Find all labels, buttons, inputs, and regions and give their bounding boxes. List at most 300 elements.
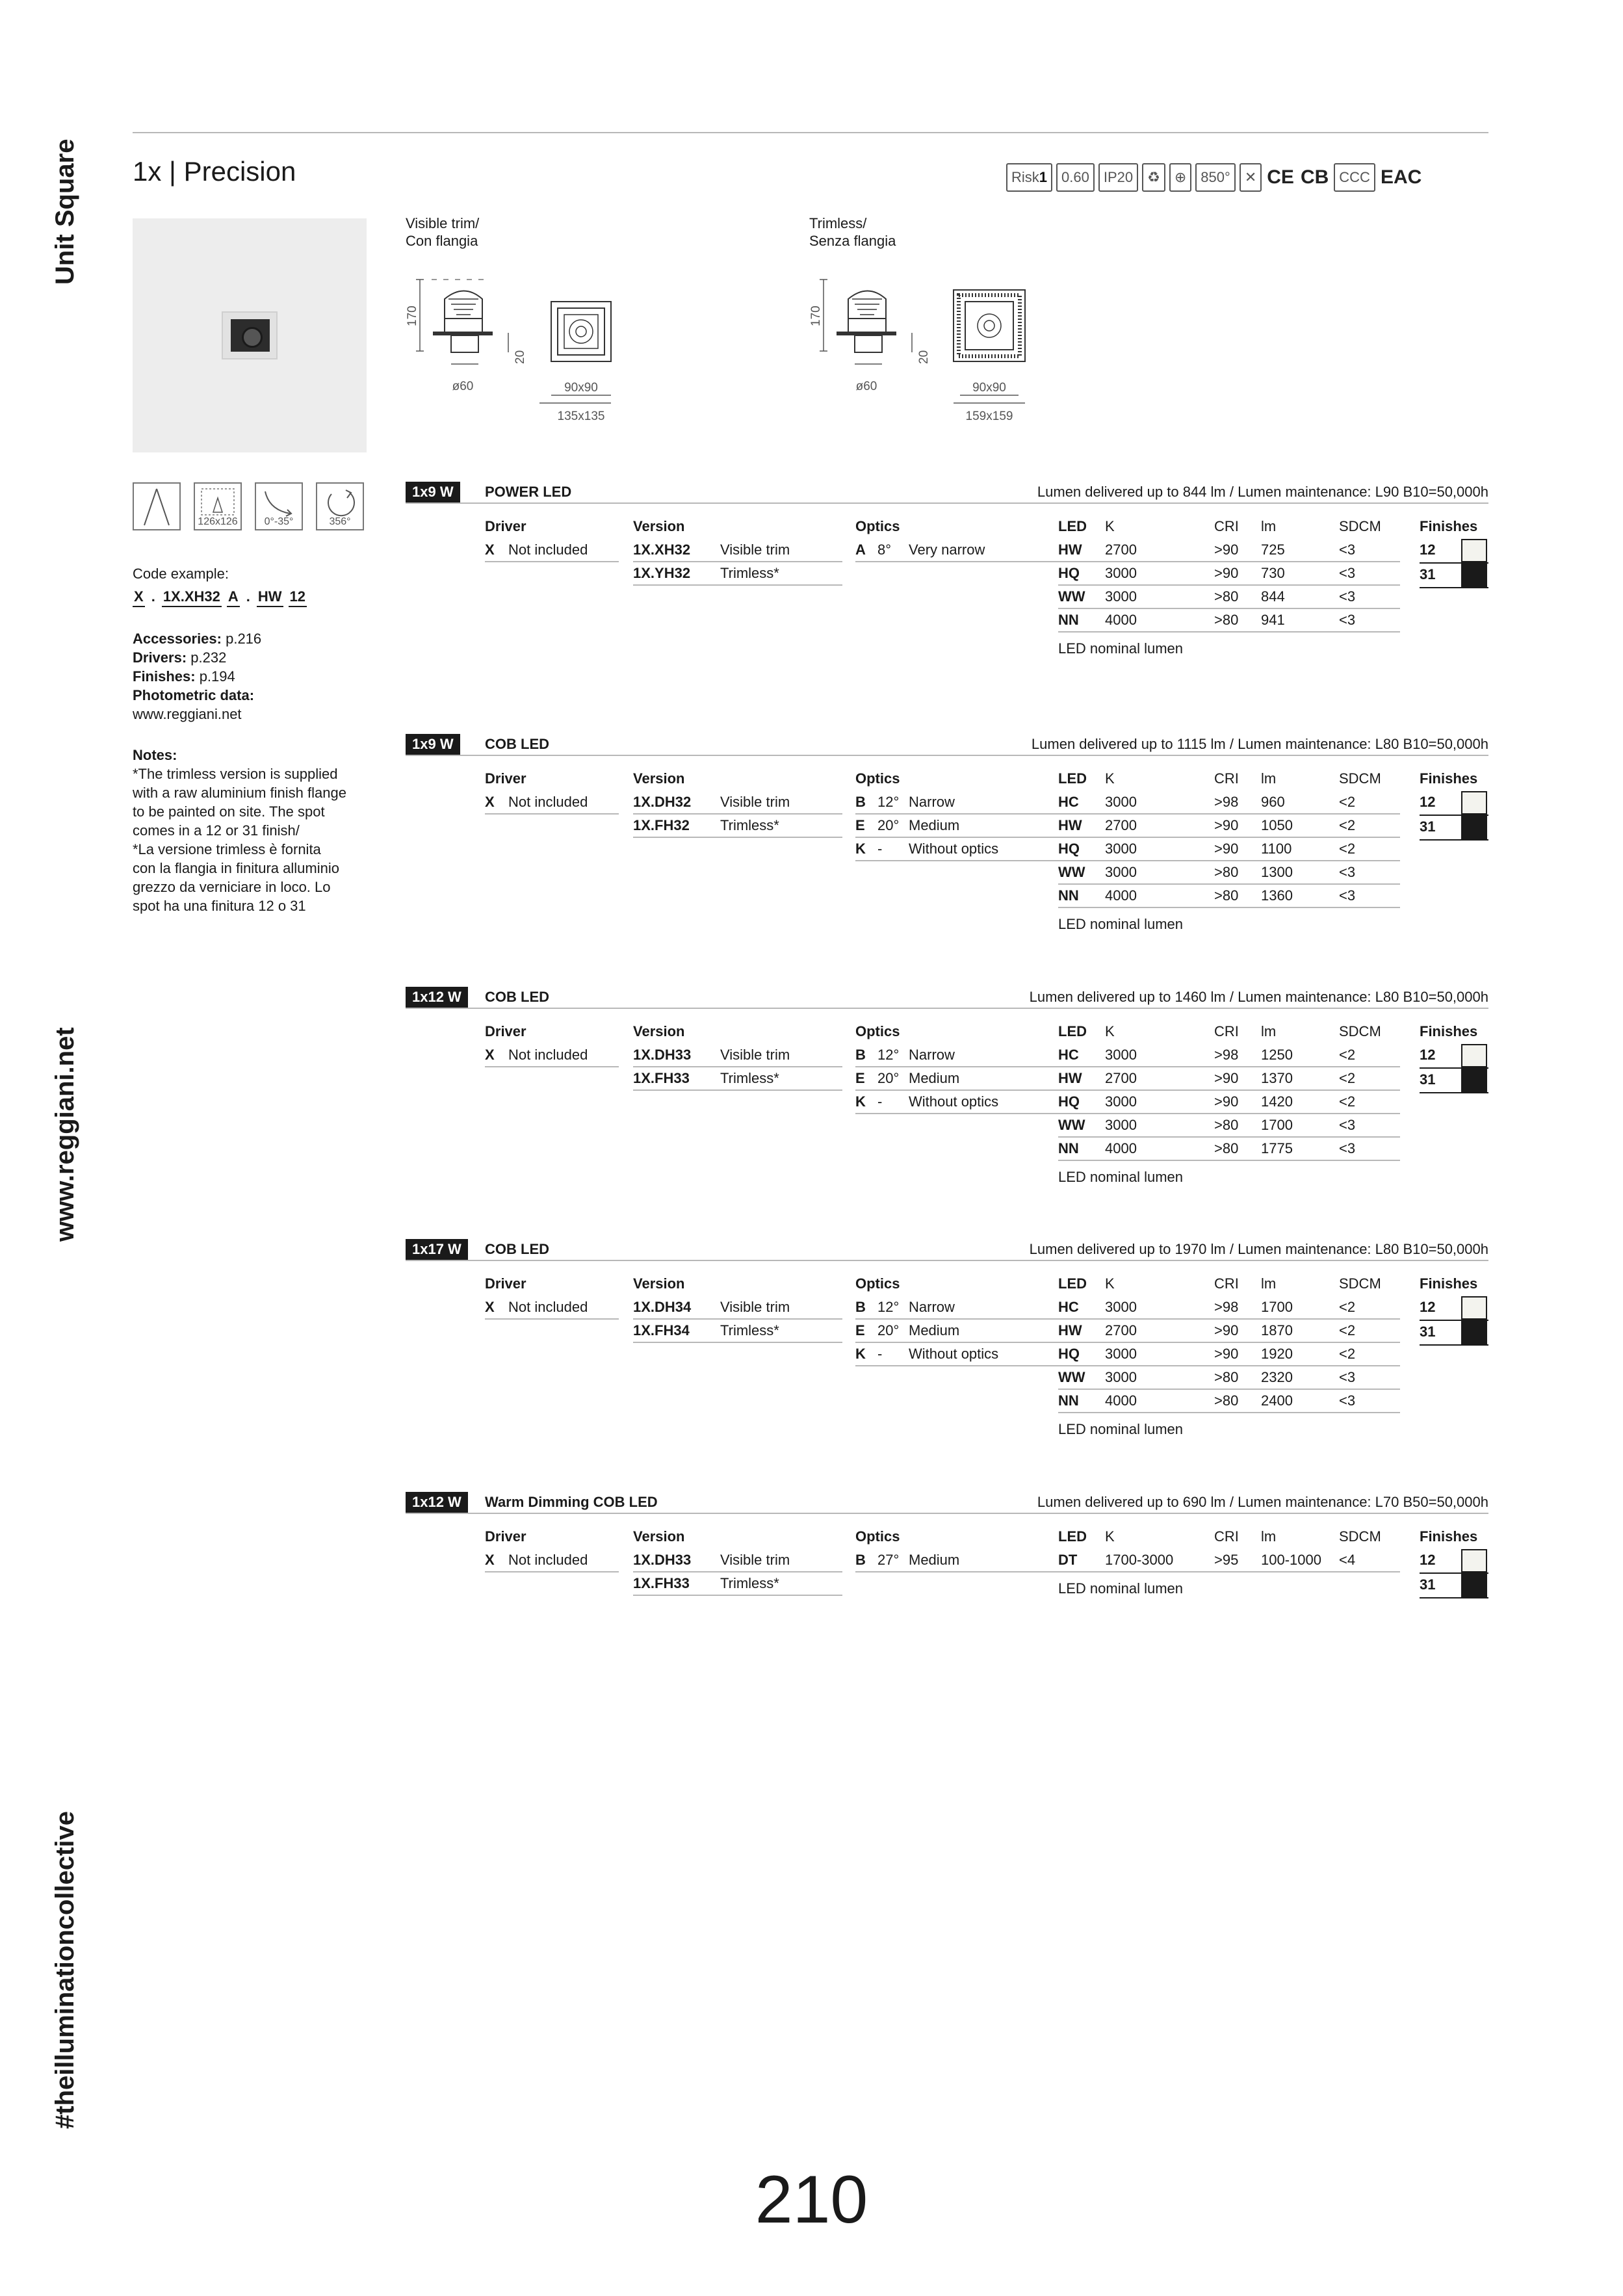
led-header-sdcm: SDCM bbox=[1339, 1275, 1381, 1292]
driver-text: Not included bbox=[508, 541, 588, 558]
side-label-hashtag: #theilluminationcollective bbox=[51, 1810, 79, 2129]
optics-column bbox=[855, 1524, 1061, 1572]
version-code: 1X.FH33 bbox=[633, 1070, 690, 1086]
finishes-column bbox=[1420, 766, 1488, 841]
optics-column bbox=[855, 1019, 1061, 1114]
led-header-sdcm: SDCM bbox=[1339, 770, 1381, 787]
driver-header: Driver bbox=[485, 1528, 526, 1545]
led-header-code: LED bbox=[1058, 1023, 1087, 1039]
optics-row bbox=[855, 1296, 1061, 1320]
finish-code: 31 bbox=[1420, 1071, 1436, 1088]
optics-code: B bbox=[855, 1047, 866, 1063]
led-row bbox=[1058, 1343, 1400, 1366]
driver-header: Driver bbox=[485, 770, 526, 787]
driver-header: Driver bbox=[485, 1023, 526, 1039]
led-sdcm: <2 bbox=[1339, 1093, 1356, 1110]
finish-code: 12 bbox=[1420, 1299, 1436, 1315]
led-code: NN bbox=[1058, 612, 1079, 628]
finish-swatch bbox=[1461, 1574, 1487, 1597]
led-lm: 1250 bbox=[1261, 1047, 1293, 1063]
led-sdcm: <3 bbox=[1339, 565, 1356, 581]
led-lm: 1700 bbox=[1261, 1117, 1293, 1133]
driver-code: X bbox=[485, 1552, 495, 1568]
led-k: 1700-3000 bbox=[1105, 1552, 1174, 1568]
cert-icon-7: CE bbox=[1267, 166, 1294, 188]
led-code: HQ bbox=[1058, 841, 1080, 857]
led-lm: 1300 bbox=[1261, 864, 1293, 880]
finishes-column bbox=[1420, 1272, 1488, 1346]
finish-row bbox=[1420, 1321, 1488, 1346]
led-row bbox=[1058, 1549, 1400, 1572]
led-cri: >90 bbox=[1214, 1322, 1239, 1338]
led-sdcm: <2 bbox=[1339, 794, 1356, 810]
driver-header: Driver bbox=[485, 518, 526, 534]
optics-text: Medium bbox=[909, 817, 960, 833]
product-block bbox=[406, 1239, 1488, 1454]
version-header: Version bbox=[633, 1275, 685, 1292]
drawing-visible-label: Visible trim/ Con flangia bbox=[406, 215, 480, 249]
led-row bbox=[1058, 1091, 1400, 1114]
finish-row bbox=[1420, 564, 1488, 588]
led-header-lm: lm bbox=[1261, 518, 1277, 534]
optics-angle: 27° bbox=[877, 1552, 900, 1568]
led-lm: 941 bbox=[1261, 612, 1285, 628]
lumen-info: Lumen delivered up to 690 lm / Lumen maintenance: L70 B50=50,000h bbox=[1037, 1494, 1488, 1510]
led-k: 3000 bbox=[1105, 1346, 1137, 1362]
led-row bbox=[1058, 838, 1400, 861]
notes: Notes: *The trimless version is supplied with a raw aluminium finish flange to be painted on site. The spot comes in a 12 or 31 finish/ *La versione trimless è fornita con la flangia in finitura alluminio grezzo da verniciare in loco. Lo spot ha una finitura 12 o 31 bbox=[133, 746, 373, 915]
led-sdcm: <2 bbox=[1339, 1299, 1356, 1315]
led-k: 3000 bbox=[1105, 588, 1137, 605]
cert-icon-4: ⊕ bbox=[1169, 163, 1191, 192]
led-header-lm: lm bbox=[1261, 1528, 1277, 1545]
version-text: Visible trim bbox=[720, 1047, 790, 1063]
optics-row bbox=[855, 1067, 1061, 1091]
drawing-trimless bbox=[809, 267, 1030, 423]
driver-column bbox=[485, 514, 619, 562]
led-sdcm: <3 bbox=[1339, 612, 1356, 628]
code-part: 12 bbox=[289, 587, 307, 607]
led-nominal-note: LED nominal lumen bbox=[1058, 1580, 1183, 1597]
lumen-info: Lumen delivered up to 1460 lm / Lumen maintenance: L80 B10=50,000h bbox=[1029, 989, 1488, 1005]
finish-swatch bbox=[1461, 564, 1487, 587]
led-row bbox=[1058, 1390, 1400, 1413]
led-cri: >90 bbox=[1214, 541, 1239, 558]
finish-row bbox=[1420, 816, 1488, 841]
version-text: Visible trim bbox=[720, 541, 790, 558]
finish-row bbox=[1420, 1296, 1488, 1321]
led-cri: >80 bbox=[1214, 887, 1239, 904]
power-badge: 1x12 W bbox=[406, 1492, 468, 1513]
driver-text: Not included bbox=[508, 1299, 588, 1315]
optics-code: E bbox=[855, 817, 865, 833]
version-row bbox=[633, 1320, 842, 1343]
dim-outer-visible: 135x135 bbox=[557, 410, 605, 423]
reference-item: Accessories: p.216 bbox=[133, 631, 262, 647]
finishes-column bbox=[1420, 1524, 1488, 1598]
dim-diameter-trimless: ø60 bbox=[855, 380, 877, 393]
optics-row bbox=[855, 1044, 1061, 1067]
led-header bbox=[1058, 1019, 1400, 1044]
version-code: 1X.DH34 bbox=[633, 1299, 692, 1315]
finish-row bbox=[1420, 791, 1488, 816]
product-photo bbox=[133, 218, 367, 452]
product-block bbox=[406, 987, 1488, 1201]
certification-icons bbox=[1006, 163, 1423, 192]
optics-header: Optics bbox=[855, 1528, 900, 1545]
version-column bbox=[633, 1524, 842, 1596]
led-type: COB LED bbox=[485, 989, 549, 1005]
led-nominal-note: LED nominal lumen bbox=[1058, 1169, 1183, 1185]
spec-icons bbox=[133, 482, 364, 530]
led-row bbox=[1058, 861, 1400, 885]
cutout-icon: 126x126 bbox=[194, 482, 242, 530]
optics-column bbox=[855, 514, 1061, 562]
led-code: WW bbox=[1058, 1369, 1085, 1385]
cert-icon-6: ✕ bbox=[1240, 163, 1262, 192]
code-example: Code example: X . 1X.XH32 A . HW 12 bbox=[133, 564, 307, 607]
code-part: . bbox=[151, 588, 155, 605]
led-sdcm: <4 bbox=[1339, 1552, 1356, 1568]
finishes-column bbox=[1420, 1019, 1488, 1093]
cert-icon-3: ♻ bbox=[1142, 163, 1165, 192]
led-nominal-note: LED nominal lumen bbox=[1058, 640, 1183, 657]
version-code: 1X.FH33 bbox=[633, 1575, 690, 1591]
led-sdcm: <2 bbox=[1339, 1070, 1356, 1086]
version-text: Trimless* bbox=[720, 565, 779, 581]
led-cri: >95 bbox=[1214, 1552, 1239, 1568]
optics-text: Very narrow bbox=[909, 541, 985, 558]
led-lm: 1100 bbox=[1261, 841, 1292, 857]
finish-swatch bbox=[1461, 816, 1487, 839]
finish-code: 12 bbox=[1420, 541, 1436, 558]
version-text: Trimless* bbox=[720, 1070, 779, 1086]
optics-text: Narrow bbox=[909, 794, 955, 810]
led-row bbox=[1058, 586, 1400, 609]
led-lm: 1360 bbox=[1261, 887, 1293, 904]
optics-angle: - bbox=[877, 1093, 883, 1110]
led-sdcm: <2 bbox=[1339, 817, 1356, 833]
finish-swatch bbox=[1461, 1549, 1487, 1572]
power-badge: 1x12 W bbox=[406, 987, 468, 1008]
optics-header: Optics bbox=[855, 770, 900, 787]
block-header bbox=[406, 1239, 1488, 1261]
led-k: 4000 bbox=[1105, 1140, 1137, 1156]
led-cri: >90 bbox=[1214, 1346, 1239, 1362]
driver-row bbox=[485, 1549, 619, 1572]
optics-code: E bbox=[855, 1070, 865, 1086]
led-code: HQ bbox=[1058, 1093, 1080, 1110]
code-part: 1X.XH32 bbox=[162, 587, 222, 607]
led-header-lm: lm bbox=[1261, 1023, 1277, 1039]
led-code: WW bbox=[1058, 864, 1085, 880]
led-header-cri: CRI bbox=[1214, 1275, 1239, 1292]
finishes-column bbox=[1420, 514, 1488, 588]
driver-row bbox=[485, 1044, 619, 1067]
block-header bbox=[406, 734, 1488, 756]
led-k: 2700 bbox=[1105, 817, 1137, 833]
version-row bbox=[633, 815, 842, 838]
note-line: spot ha una finitura 12 o 31 bbox=[133, 898, 306, 914]
optics-code: B bbox=[855, 794, 866, 810]
driver-text: Not included bbox=[508, 1047, 588, 1063]
led-k: 3000 bbox=[1105, 1299, 1137, 1315]
led-k: 4000 bbox=[1105, 1392, 1137, 1409]
led-cri: >80 bbox=[1214, 864, 1239, 880]
drawing-trimless-label: Trimless/ Senza flangia bbox=[809, 215, 896, 249]
led-code: HW bbox=[1058, 1322, 1082, 1338]
led-row bbox=[1058, 885, 1400, 908]
dim-height-visible: 170 bbox=[406, 306, 419, 326]
optics-code: K bbox=[855, 1346, 866, 1362]
finishes-header: Finishes bbox=[1420, 1528, 1478, 1545]
version-code: 1X.YH32 bbox=[633, 565, 691, 581]
finish-code: 31 bbox=[1420, 818, 1436, 835]
led-type: POWER LED bbox=[485, 484, 572, 500]
led-cri: >80 bbox=[1214, 1369, 1239, 1385]
led-code: HW bbox=[1058, 1070, 1082, 1086]
version-code: 1X.FH32 bbox=[633, 817, 690, 833]
led-sdcm: <3 bbox=[1339, 1140, 1356, 1156]
driver-column bbox=[485, 1272, 619, 1320]
led-lm: 100-1000 bbox=[1261, 1552, 1321, 1568]
code-part: . bbox=[246, 588, 250, 605]
version-row bbox=[633, 562, 842, 586]
led-sdcm: <3 bbox=[1339, 588, 1356, 605]
version-column bbox=[633, 766, 842, 838]
led-type: COB LED bbox=[485, 1241, 549, 1257]
led-cri: >90 bbox=[1214, 841, 1239, 857]
led-header-cri: CRI bbox=[1214, 770, 1239, 787]
led-header-k: K bbox=[1105, 1528, 1115, 1545]
driver-code: X bbox=[485, 1047, 495, 1063]
finish-row bbox=[1420, 1574, 1488, 1598]
led-sdcm: <2 bbox=[1339, 841, 1356, 857]
version-text: Trimless* bbox=[720, 1575, 779, 1591]
led-k: 3000 bbox=[1105, 565, 1137, 581]
dim-gap-visible: 20 bbox=[513, 350, 527, 364]
version-row bbox=[633, 1549, 842, 1572]
led-cri: >80 bbox=[1214, 588, 1239, 605]
led-row bbox=[1058, 1114, 1400, 1138]
led-row bbox=[1058, 815, 1400, 838]
version-code: 1X.DH33 bbox=[633, 1552, 692, 1568]
optics-code: B bbox=[855, 1552, 866, 1568]
led-cri: >90 bbox=[1214, 565, 1239, 581]
optics-column bbox=[855, 766, 1061, 861]
version-row bbox=[633, 1296, 842, 1320]
led-header-cri: CRI bbox=[1214, 518, 1239, 534]
note-line: to be painted on site. The spot bbox=[133, 803, 325, 820]
lumen-info: Lumen delivered up to 844 lm / Lumen maintenance: L90 B10=50,000h bbox=[1037, 484, 1488, 500]
version-row bbox=[633, 791, 842, 815]
led-row bbox=[1058, 609, 1400, 633]
led-cri: >90 bbox=[1214, 817, 1239, 833]
optics-angle: 12° bbox=[877, 794, 900, 810]
optics-row bbox=[855, 815, 1061, 838]
led-code: HC bbox=[1058, 794, 1079, 810]
led-column bbox=[1058, 766, 1400, 935]
optics-angle: 20° bbox=[877, 1070, 900, 1086]
finish-row bbox=[1420, 539, 1488, 564]
led-cri: >98 bbox=[1214, 1047, 1239, 1063]
led-row bbox=[1058, 791, 1400, 815]
led-lm: 1870 bbox=[1261, 1322, 1293, 1338]
led-code: NN bbox=[1058, 1392, 1079, 1409]
version-header: Version bbox=[633, 1023, 685, 1039]
finish-code: 12 bbox=[1420, 794, 1436, 810]
block-header bbox=[406, 482, 1488, 504]
finish-swatch bbox=[1461, 1296, 1487, 1320]
driver-header: Driver bbox=[485, 1275, 526, 1292]
finish-swatch bbox=[1461, 1044, 1487, 1067]
driver-code: X bbox=[485, 541, 495, 558]
led-lm: 2400 bbox=[1261, 1392, 1293, 1409]
page-title: 1x | Precision bbox=[133, 156, 296, 187]
optics-text: Medium bbox=[909, 1322, 960, 1338]
finishes-header: Finishes bbox=[1420, 1023, 1478, 1039]
reference-item: Photometric data: bbox=[133, 687, 255, 703]
led-header-k: K bbox=[1105, 518, 1115, 534]
power-badge: 1x17 W bbox=[406, 1239, 468, 1260]
reference-item: www.reggiani.net bbox=[133, 706, 242, 722]
driver-row bbox=[485, 539, 619, 562]
optics-code: B bbox=[855, 1299, 866, 1315]
led-k: 3000 bbox=[1105, 864, 1137, 880]
led-code: HW bbox=[1058, 541, 1082, 558]
led-lm: 1420 bbox=[1261, 1093, 1293, 1110]
led-row bbox=[1058, 1138, 1400, 1161]
finish-row bbox=[1420, 1069, 1488, 1093]
version-row bbox=[633, 1572, 842, 1596]
led-row bbox=[1058, 562, 1400, 586]
optics-code: K bbox=[855, 1093, 866, 1110]
finishes-header: Finishes bbox=[1420, 1275, 1478, 1292]
dim-gap-trimless: 20 bbox=[917, 350, 931, 364]
led-header-sdcm: SDCM bbox=[1339, 518, 1381, 534]
tilt-icon: 0°-35° bbox=[255, 482, 303, 530]
led-code: WW bbox=[1058, 588, 1085, 605]
led-header-code: LED bbox=[1058, 1275, 1087, 1292]
led-k: 3000 bbox=[1105, 1093, 1137, 1110]
led-header-k: K bbox=[1105, 770, 1115, 787]
driver-column bbox=[485, 1019, 619, 1067]
lumen-info: Lumen delivered up to 1970 lm / Lumen maintenance: L80 B10=50,000h bbox=[1029, 1241, 1488, 1257]
rotation-icon: 356° bbox=[316, 482, 364, 530]
luminaire-image bbox=[222, 311, 278, 359]
optics-text: Without optics bbox=[909, 1346, 999, 1362]
version-column bbox=[633, 1019, 842, 1091]
version-header: Version bbox=[633, 1528, 685, 1545]
led-nominal-note: LED nominal lumen bbox=[1058, 1421, 1183, 1437]
optics-code: A bbox=[855, 541, 866, 558]
led-header-lm: lm bbox=[1261, 1275, 1277, 1292]
optics-angle: 20° bbox=[877, 817, 900, 833]
finish-swatch bbox=[1461, 791, 1487, 815]
finish-swatch bbox=[1461, 1321, 1487, 1344]
dim-height-trimless: 170 bbox=[809, 306, 823, 326]
led-row bbox=[1058, 1366, 1400, 1390]
led-column bbox=[1058, 514, 1400, 660]
reference-item: Finishes: p.194 bbox=[133, 668, 235, 685]
led-header bbox=[1058, 766, 1400, 791]
led-sdcm: <3 bbox=[1339, 887, 1356, 904]
version-column bbox=[633, 1272, 842, 1343]
led-cri: >80 bbox=[1214, 612, 1239, 628]
block-header bbox=[406, 1492, 1488, 1514]
led-code: HW bbox=[1058, 817, 1082, 833]
finishes-header: Finishes bbox=[1420, 518, 1478, 534]
beam-icon bbox=[133, 482, 181, 530]
version-row bbox=[633, 539, 842, 562]
led-header-code: LED bbox=[1058, 518, 1087, 534]
cert-icon-2: IP20 bbox=[1098, 163, 1138, 192]
led-sdcm: <3 bbox=[1339, 1392, 1356, 1409]
page-number: 210 bbox=[755, 2162, 868, 2237]
led-cri: >98 bbox=[1214, 794, 1239, 810]
led-lm: 1370 bbox=[1261, 1070, 1293, 1086]
led-code: HQ bbox=[1058, 1346, 1080, 1362]
led-cri: >80 bbox=[1214, 1392, 1239, 1409]
version-text: Trimless* bbox=[720, 1322, 779, 1338]
note-line: with a raw aluminium finish flange bbox=[133, 785, 346, 801]
dim-outer-trimless: 159x159 bbox=[965, 410, 1013, 423]
led-header-cri: CRI bbox=[1214, 1023, 1239, 1039]
led-type: COB LED bbox=[485, 736, 549, 752]
finishes-header: Finishes bbox=[1420, 770, 1478, 787]
led-cri: >90 bbox=[1214, 1070, 1239, 1086]
led-sdcm: <3 bbox=[1339, 864, 1356, 880]
led-header-lm: lm bbox=[1261, 770, 1277, 787]
driver-row bbox=[485, 791, 619, 815]
version-column bbox=[633, 514, 842, 586]
led-k: 2700 bbox=[1105, 1070, 1137, 1086]
led-lm: 730 bbox=[1261, 565, 1285, 581]
product-block bbox=[406, 734, 1488, 948]
version-header: Version bbox=[633, 770, 685, 787]
optics-header: Optics bbox=[855, 1023, 900, 1039]
led-k: 3000 bbox=[1105, 841, 1137, 857]
led-sdcm: <3 bbox=[1339, 541, 1356, 558]
led-row bbox=[1058, 1044, 1400, 1067]
led-k: 3000 bbox=[1105, 1047, 1137, 1063]
led-k: 3000 bbox=[1105, 1369, 1137, 1385]
led-code: DT bbox=[1058, 1552, 1078, 1568]
led-lm: 1920 bbox=[1261, 1346, 1293, 1362]
led-k: 2700 bbox=[1105, 1322, 1137, 1338]
driver-text: Not included bbox=[508, 794, 588, 810]
driver-code: X bbox=[485, 794, 495, 810]
optics-row bbox=[855, 1320, 1061, 1343]
power-badge: 1x9 W bbox=[406, 482, 460, 502]
cert-icon-8: CB bbox=[1300, 166, 1329, 188]
optics-header: Optics bbox=[855, 518, 900, 534]
led-header-k: K bbox=[1105, 1275, 1115, 1292]
led-sdcm: <3 bbox=[1339, 1117, 1356, 1133]
product-block bbox=[406, 482, 1488, 696]
optics-row bbox=[855, 539, 1061, 562]
finish-row bbox=[1420, 1549, 1488, 1574]
led-sdcm: <3 bbox=[1339, 1369, 1356, 1385]
led-cri: >98 bbox=[1214, 1299, 1239, 1315]
optics-column bbox=[855, 1272, 1061, 1366]
led-code: HC bbox=[1058, 1299, 1079, 1315]
led-cri: >90 bbox=[1214, 1093, 1239, 1110]
version-text: Trimless* bbox=[720, 817, 779, 833]
led-column bbox=[1058, 1272, 1400, 1441]
led-code: NN bbox=[1058, 887, 1079, 904]
led-lm: 725 bbox=[1261, 541, 1285, 558]
